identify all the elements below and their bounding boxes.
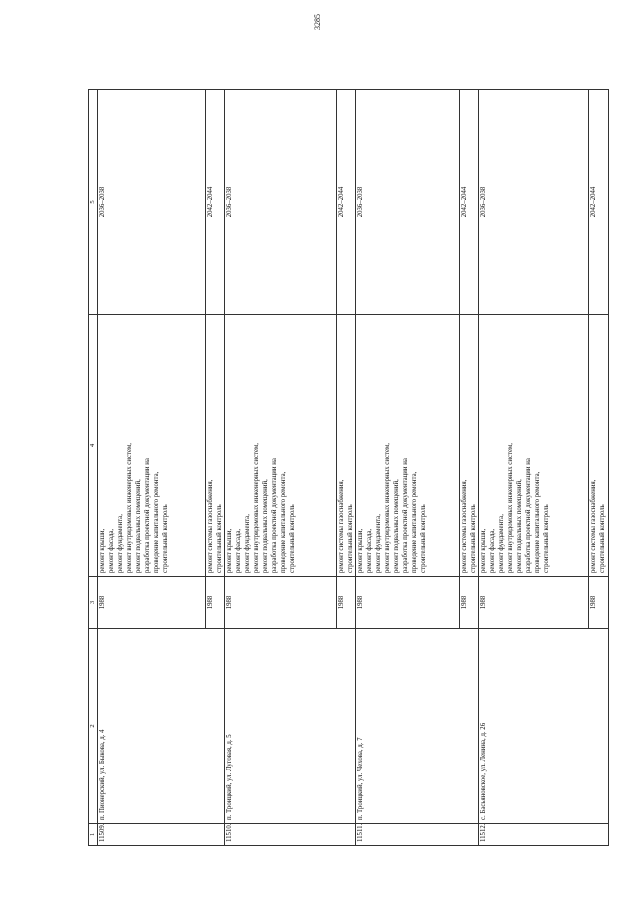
- work-item: ремонт внутридомовых инженерных систем,: [384, 443, 391, 573]
- header-col-4: 4: [89, 315, 98, 577]
- works-list: [206, 315, 225, 577]
- table-row: [225, 90, 337, 846]
- table-row: [98, 90, 206, 846]
- header-row: [89, 90, 98, 846]
- work-item: ремонт фасада,: [489, 528, 496, 573]
- work-item: ремонт внутридомовых инженерных систем,: [253, 443, 260, 573]
- work-item: ремонт фундамента,: [117, 514, 124, 573]
- work-item: проведение капитального ремонта,: [534, 471, 541, 573]
- header-col-5: 5: [89, 90, 98, 315]
- work-item: ремонт фасада,: [108, 528, 115, 573]
- work-item: ремонт фасада,: [235, 528, 242, 573]
- work-item: ремонт фасада,: [366, 528, 373, 573]
- repair-period: 2042–2044: [460, 90, 479, 315]
- work-item: строительный контроль: [162, 504, 169, 573]
- work-item: строительный контроль: [216, 504, 223, 573]
- repair-period: 2036–2038: [98, 90, 206, 315]
- entry-number: 11511.: [356, 824, 479, 846]
- work-item: строительный контроль: [420, 504, 427, 573]
- construction-year: 1988: [225, 577, 337, 629]
- entry-address: п. Троицкий, ул. Чехова, д. 7: [356, 629, 479, 824]
- repair-period: 2042–2044: [337, 90, 356, 315]
- entry-address: п. Пионерский, ул. Быкова, д. 4: [98, 629, 225, 824]
- repair-period: 2042–2044: [206, 90, 225, 315]
- entry-address: с. Басьяновское, ул. Ленина, д. 26: [479, 629, 609, 824]
- table-row: [479, 90, 589, 846]
- construction-year: 1988: [460, 577, 479, 629]
- work-item: ремонт крыши,: [357, 528, 364, 573]
- work-item: ремонт крыши,: [99, 528, 106, 573]
- repair-period: 2042–2044: [589, 90, 609, 315]
- work-item: ремонт фундамента,: [375, 514, 382, 573]
- rotated-table-container: [88, 90, 606, 846]
- construction-year: 1988: [479, 577, 589, 629]
- header-col-3: 3: [89, 577, 98, 629]
- construction-year: 1988: [589, 577, 609, 629]
- work-item: строительный контроль: [347, 504, 354, 573]
- work-item: разработка проектной документации на: [402, 458, 409, 573]
- work-item: ремонт подвальных помещений,: [516, 479, 523, 573]
- repair-period: 2036–2038: [356, 90, 460, 315]
- construction-year: 1988: [98, 577, 206, 629]
- work-item: ремонт системы газоснабжения,: [207, 479, 214, 573]
- works-list: [460, 315, 479, 577]
- entry-address: п. Троицкий, ул. Луговая, д. 5: [225, 629, 356, 824]
- work-item: разработка проектной документации на: [525, 458, 532, 573]
- work-item: проведение капитального ремонта,: [153, 471, 160, 573]
- work-item: проведение капитального ремонта,: [411, 471, 418, 573]
- work-item: ремонт подвальных помещений,: [262, 479, 269, 573]
- entry-number: 11509.: [98, 824, 225, 846]
- works-list: [225, 315, 337, 577]
- work-item: проведение капитального ремонта,: [280, 471, 287, 573]
- construction-year: 1988: [206, 577, 225, 629]
- work-item: строительный контроль: [543, 504, 550, 573]
- work-item: строительный контроль: [289, 504, 296, 573]
- work-item: ремонт системы газоснабжения,: [338, 479, 345, 573]
- work-item: ремонт внутридомовых инженерных систем,: [507, 443, 514, 573]
- repair-period: 2036–2038: [479, 90, 589, 315]
- work-item: ремонт крыши,: [480, 528, 487, 573]
- work-item: ремонт подвальных помещений,: [393, 479, 400, 573]
- work-item: ремонт системы газоснабжения,: [461, 479, 468, 573]
- construction-year: 1988: [356, 577, 460, 629]
- works-list: [98, 315, 206, 577]
- work-item: строительный контроль: [599, 504, 606, 573]
- work-item: ремонт фундамента,: [244, 514, 251, 573]
- work-item: ремонт фундамента,: [498, 514, 505, 573]
- repair-period: 2036–2038: [225, 90, 337, 315]
- page-number: 3285: [313, 14, 322, 30]
- works-list: [356, 315, 460, 577]
- work-item: строительный контроль: [470, 504, 477, 573]
- entry-number: 11510.: [225, 824, 356, 846]
- work-item: ремонт крыши,: [226, 528, 233, 573]
- work-item: ремонт внутридомовых инженерных систем,: [126, 443, 133, 573]
- table-body: [98, 90, 609, 846]
- header-col-2: 2: [89, 629, 98, 824]
- works-list: [479, 315, 589, 577]
- entry-number: 11512.: [479, 824, 609, 846]
- work-item: разработка проектной документации на: [271, 458, 278, 573]
- work-item: ремонт системы газоснабжения,: [590, 479, 597, 573]
- works-list: [337, 315, 356, 577]
- works-list: [589, 315, 609, 577]
- table-row: [356, 90, 460, 846]
- work-item: ремонт подвальных помещений,: [135, 479, 142, 573]
- construction-year: 1988: [337, 577, 356, 629]
- repair-schedule-table: [88, 89, 609, 846]
- work-item: разработка проектной документации на: [144, 458, 151, 573]
- header-col-1: 1: [89, 824, 98, 846]
